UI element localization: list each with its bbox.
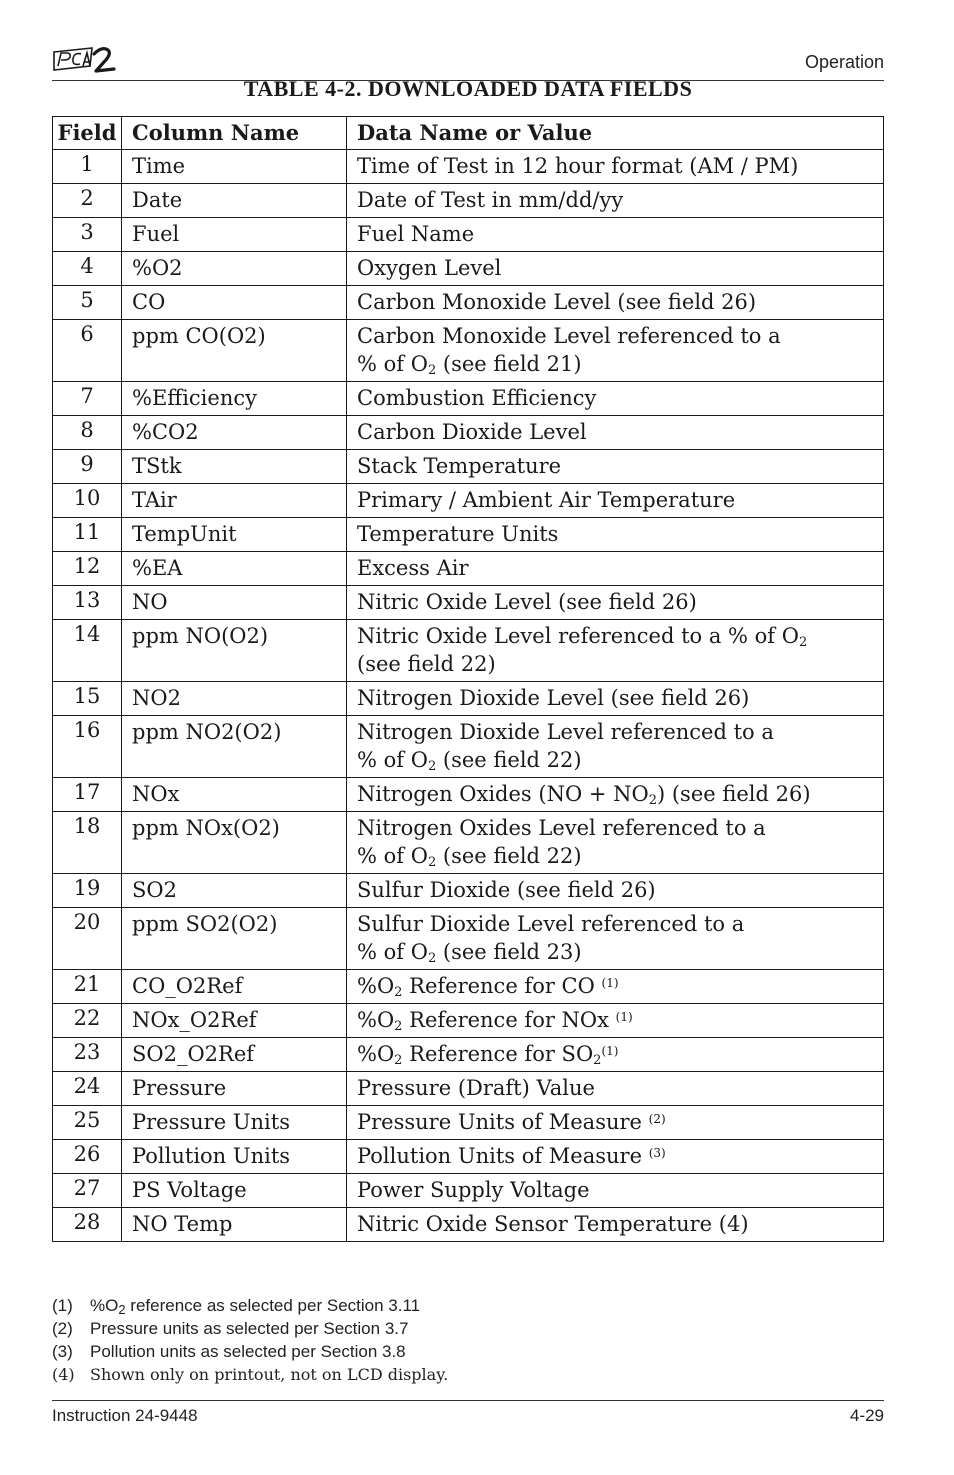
column-name: %CO2 [122,416,347,450]
table-row [53,484,884,518]
data-value: $\%O_2$ Reference for CO $^{(1)}$ [347,970,884,1004]
data-value: Oxygen Level [347,252,884,286]
table-row [53,218,884,252]
field-number: 15 [53,682,122,716]
table-row [53,382,884,416]
field-number: 26 [53,1140,122,1174]
field-number: 5 [53,286,122,320]
data-value: Nitric Oxide Level referenced to a % of $O_2$ (see field 22) [347,620,884,682]
column-name: NOx [122,778,347,812]
column-name: TStk [122,450,347,484]
footnote-text: Pressure units as selected per Section 3.7 [90,1319,409,1338]
table-row [53,252,884,286]
section-label: Operation [804,52,884,72]
field-number: 11 [53,518,122,552]
table-row [53,450,884,484]
column-name: NOx_O2Ref [122,1004,347,1038]
column-name: NO2 [122,682,347,716]
column-name: %Efficiency [122,382,347,416]
table-row [53,1140,884,1174]
column-name: ppm NO(O2) [122,620,347,682]
data-value: Date of Test in mm/dd/yy [347,184,884,218]
column-name: NO [122,586,347,620]
table-body [53,150,884,1242]
field-number: 1 [53,150,122,184]
column-name: %EA [122,552,347,586]
table-row [53,620,884,682]
footnote-number: (4) [52,1365,75,1384]
data-value: Primary / Ambient Air Temperature [347,484,884,518]
footnote-text: Shown only on printout, not on LCD display. [90,1365,449,1384]
column-name: %O2 [122,252,347,286]
field-number: 27 [53,1174,122,1208]
column-name: Fuel [122,218,347,252]
field-number: 23 [53,1038,122,1072]
field-number: 6 [53,320,122,382]
table-row [53,184,884,218]
column-name: SO2 [122,874,347,908]
field-number: 7 [53,382,122,416]
field-number: 28 [53,1208,122,1242]
table-row [53,874,884,908]
page-number: 4-29 [849,1406,884,1425]
data-value: Nitrogen Oxides $(NO + NO_2)$ (see field 26) [347,778,884,812]
data-value: Stack Temperature [347,450,884,484]
table-row [53,908,884,970]
column-name: ppm NOx(O2) [122,812,347,874]
field-number: 18 [53,812,122,874]
data-value: Nitric Oxide Sensor Temperature (4) [347,1208,884,1242]
table-row [53,812,884,874]
data-value: Combustion Efficiency [347,382,884,416]
column-header-data-name: Data Name or Value [347,117,884,150]
field-number: 17 [53,778,122,812]
table-row [53,682,884,716]
field-number: 13 [53,586,122,620]
field-number: 22 [53,1004,122,1038]
data-value: Sulfur Dioxide (see field 26) [347,874,884,908]
footnote-number: (3) [52,1342,73,1361]
data-value: Carbon Dioxide Level [347,416,884,450]
page-footer [52,1400,884,1431]
field-number: 4 [53,252,122,286]
field-number: 12 [53,552,122,586]
table-row [53,716,884,778]
column-header-field: Field [53,117,122,150]
table-row [53,1208,884,1242]
column-name: ppm NO2(O2) [122,716,347,778]
table-row [53,778,884,812]
data-value: $\%O_2$ Reference for $SO_2^{(1)}$ [347,1038,884,1072]
footnote-number: (1) [52,1296,73,1315]
field-number: 16 [53,716,122,778]
footnote-1 [52,1294,884,1317]
column-name: TAir [122,484,347,518]
column-name: ppm SO2(O2) [122,908,347,970]
downloaded-data-fields-table [52,116,884,1242]
table-row [53,1106,884,1140]
footnote-4 [52,1363,884,1386]
field-number: 14 [53,620,122,682]
column-name: Pollution Units [122,1140,347,1174]
data-value: Carbon Monoxide Level referenced to a % of $O_2$ (see field 21) [347,320,884,382]
data-value: Nitrogen Dioxide Level (see field 26) [347,682,884,716]
column-name: Pressure [122,1072,347,1106]
pca2-logo [52,44,118,76]
data-value: Excess Air [347,552,884,586]
table-row [53,970,884,1004]
column-name: Date [122,184,347,218]
field-number: 20 [53,908,122,970]
data-value: Time of Test in 12 hour format (AM / PM) [347,150,884,184]
table-row [53,150,884,184]
column-name: Pressure Units [122,1106,347,1140]
table-title: TABLE 4-2. DOWNLOADED DATA FIELDS [243,76,693,101]
data-value: Pollution Units of Measure $^{(3)}$ [347,1140,884,1174]
data-value: Power Supply Voltage [347,1174,884,1208]
table-row [53,1038,884,1072]
column-header-column-name: Column Name [122,117,347,150]
field-number: 8 [53,416,122,450]
data-value: Fuel Name [347,218,884,252]
table-row [53,518,884,552]
data-value: Nitrogen Dioxide Level referenced to a % of $O_2$ (see field 22) [347,716,884,778]
table-row [53,586,884,620]
data-value: Temperature Units [347,518,884,552]
table-row [53,1174,884,1208]
data-value: Sulfur Dioxide Level referenced to a % of $O_2$ (see field 23) [347,908,884,970]
footnote-2 [52,1317,884,1340]
field-number: 24 [53,1072,122,1106]
footnote-text: $\%O_2$ reference as selected per Section 3.11 [90,1296,421,1317]
footnote-number: (2) [52,1319,73,1338]
data-value: Nitrogen Oxides Level referenced to a % of $O_2$ (see field 22) [347,812,884,874]
field-number: 2 [53,184,122,218]
table-row [53,416,884,450]
table-row [53,552,884,586]
data-value: $\%O_2$ Reference for NOx $^{(1)}$ [347,1004,884,1038]
table-row [53,1072,884,1106]
table-row [53,320,884,382]
data-value: Nitric Oxide Level (see field 26) [347,586,884,620]
column-name: PS Voltage [122,1174,347,1208]
field-number: 3 [53,218,122,252]
column-name: TempUnit [122,518,347,552]
column-name: SO2_O2Ref [122,1038,347,1072]
field-number: 25 [53,1106,122,1140]
data-value: Pressure Units of Measure $^{(2)}$ [347,1106,884,1140]
column-name: CO_O2Ref [122,970,347,1004]
field-number: 9 [53,450,122,484]
table-row [53,286,884,320]
table-row [53,1004,884,1038]
column-name: CO [122,286,347,320]
column-name: Time [122,150,347,184]
field-number: 19 [53,874,122,908]
data-value: Carbon Monoxide Level (see field 26) [347,286,884,320]
footnotes [52,1294,884,1386]
footnote-3 [52,1340,884,1363]
instruction-number: Instruction 24-9448 [52,1406,198,1425]
footnote-text: Pollution units as selected per Section 3.8 [90,1342,406,1361]
column-name: ppm CO(O2) [122,320,347,382]
field-number: 10 [53,484,122,518]
table-header-row [53,117,884,150]
column-name: NO Temp [122,1208,347,1242]
field-number: 21 [53,970,122,1004]
data-value: Pressure (Draft) Value [347,1072,884,1106]
